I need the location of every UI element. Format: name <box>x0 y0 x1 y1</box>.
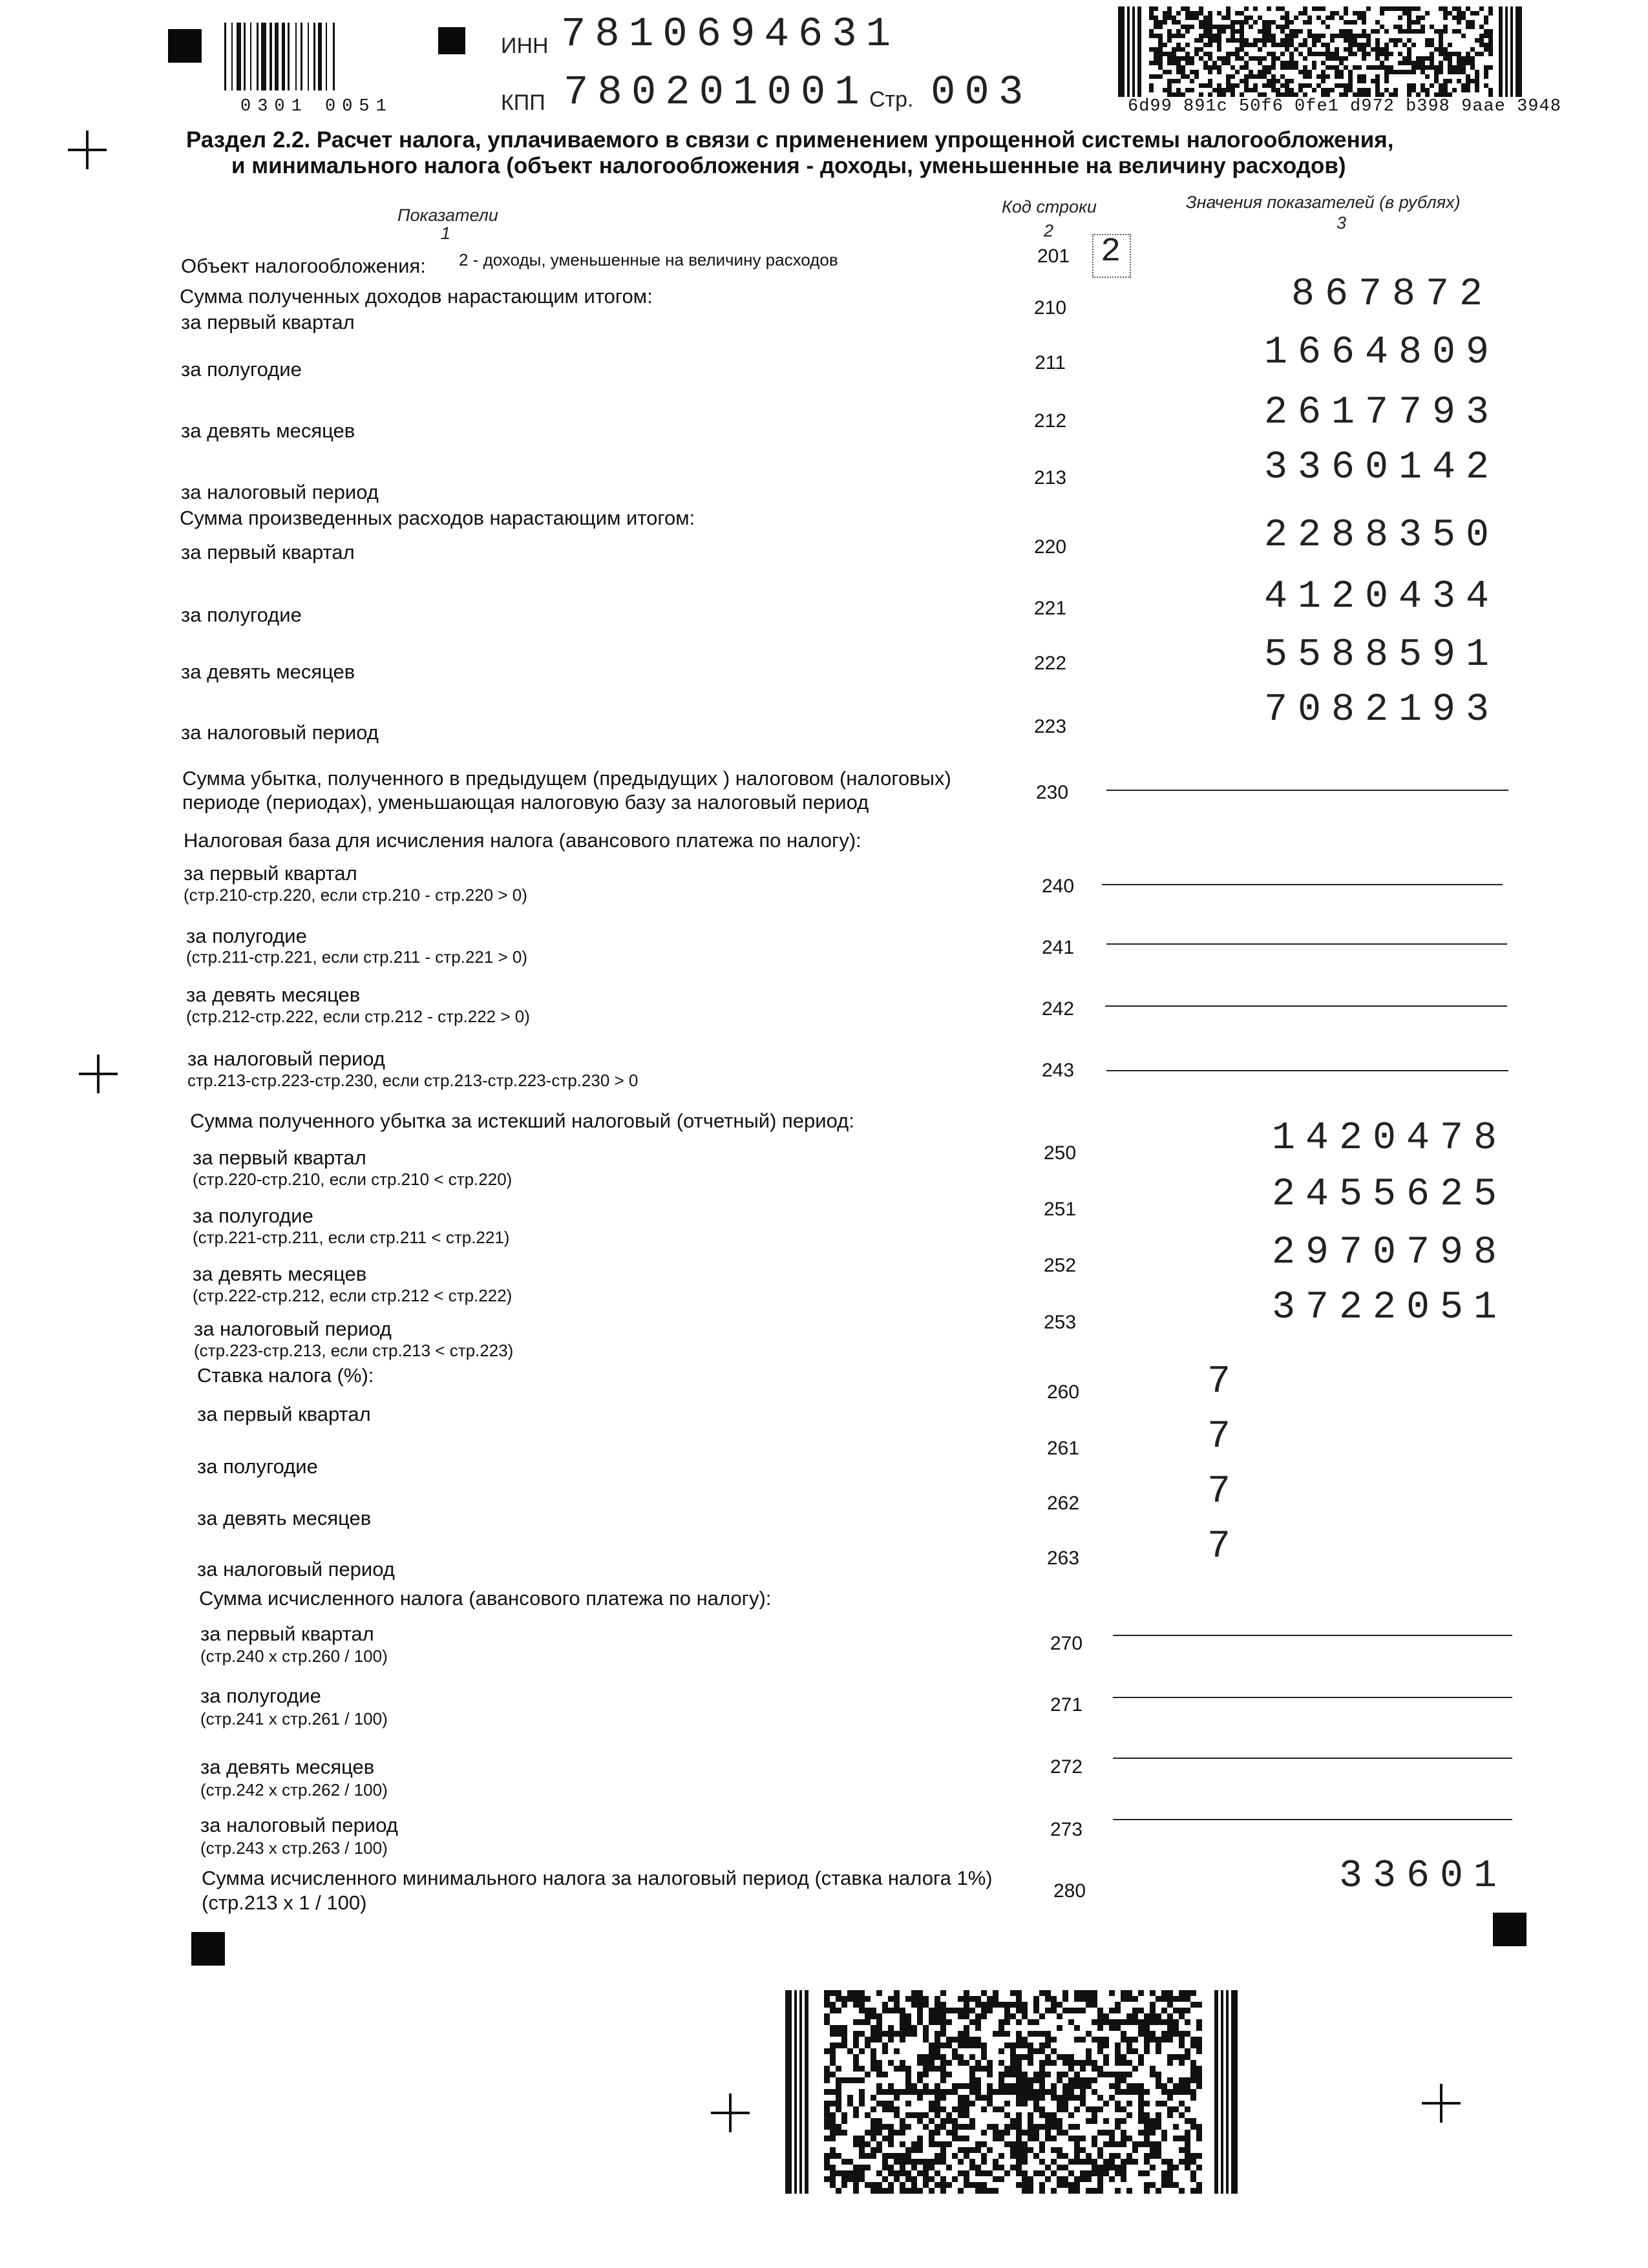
tax-base-label-243: за налоговый период <box>187 1047 385 1070</box>
loss-label-250: за первый квартал <box>193 1146 366 1169</box>
income-label-213: за налоговый период <box>181 481 379 503</box>
tax-base-note-241: (стр.211-стр.221, если стр.211 - стр.221 > 0) <box>186 947 528 967</box>
row-code-273: 273 <box>1050 1819 1083 1840</box>
tax-calc-note-272: (стр.242 х стр.262 / 100) <box>200 1780 388 1800</box>
inn-label: ИНН <box>501 34 549 58</box>
value-220: 2288350 <box>1263 514 1499 558</box>
value-280: 33601 <box>1338 1854 1507 1898</box>
value-211: 1664809 <box>1263 331 1499 375</box>
empty-value-273 <box>1113 1819 1512 1820</box>
tax-calc-label-272: за девять месяцев <box>200 1756 375 1778</box>
row-code-242: 242 <box>1041 998 1075 1020</box>
tax-calc-note-273: (стр.243 х стр.263 / 100) <box>200 1838 388 1858</box>
barcode-number: 0301 0051 <box>240 97 393 116</box>
tax-calc-label-270: за первый квартал <box>200 1622 374 1645</box>
loss-label-251: за полугодие <box>193 1204 313 1227</box>
value-251: 2455625 <box>1271 1173 1507 1217</box>
row-code-210: 210 <box>1033 297 1067 319</box>
row-code-212: 212 <box>1033 410 1067 432</box>
income-label-212: за девять месяцев <box>181 419 355 442</box>
row-code-271: 271 <box>1050 1694 1083 1716</box>
row-code-230: 230 <box>1035 782 1069 803</box>
value-223: 7082193 <box>1263 688 1499 732</box>
row-code-253: 253 <box>1043 1312 1077 1333</box>
empty-value-270 <box>1113 1635 1512 1636</box>
value-213: 3360142 <box>1263 446 1499 490</box>
min-tax-line1: Сумма исчисленного минимального налога за налоговый период (ставка налога 1%) <box>202 1867 993 1889</box>
row-code-251: 251 <box>1043 1199 1077 1220</box>
row-code-211: 211 <box>1035 352 1066 373</box>
registration-cross-mid-left <box>79 1055 118 1093</box>
kpp-value: 780201001 <box>564 70 869 116</box>
corner-marker-bottom-right <box>1493 1913 1527 1946</box>
row-code-263: 263 <box>1046 1548 1080 1569</box>
value-253: 3722051 <box>1271 1286 1507 1330</box>
row-code-280: 280 <box>1053 1880 1086 1902</box>
tax-base-heading: Налоговая база для исчисления налога (авансового платежа по налогу): <box>184 829 861 852</box>
expenses-label-221: за полугодие <box>181 604 302 626</box>
section-title-line2: и минимального налога (объект налогообложения - доходы, уменьшенные на величину расходов) <box>231 153 1346 178</box>
barcode-linear <box>223 23 397 92</box>
loss-note-252: (стр.222-стр.212, если стр.212 < стр.222) <box>193 1286 512 1305</box>
tax-base-label-240: за первый квартал <box>184 862 357 885</box>
empty-value-230 <box>1106 790 1508 791</box>
corner-marker-bottom-left <box>191 1932 225 1966</box>
registration-cross-bottom-center <box>711 2094 750 2132</box>
row-code-261: 261 <box>1046 1438 1080 1459</box>
expenses-label-223: за налоговый период <box>181 721 379 744</box>
row-code-220: 220 <box>1033 536 1067 558</box>
row-code-213: 213 <box>1033 467 1067 488</box>
barcode-2d-bottom <box>785 1990 1238 2194</box>
loss-label-252: за девять месяцев <box>193 1263 367 1285</box>
row-code-222: 222 <box>1033 653 1067 674</box>
inn-value: 7810694631 <box>561 12 900 58</box>
income-label-210: за первый квартал <box>181 311 355 333</box>
loss-note-250: (стр.220-стр.210, если стр.210 < стр.220) <box>193 1170 512 1189</box>
row-code-252: 252 <box>1043 1255 1077 1276</box>
rate-heading: Ставка налога (%): <box>197 1364 374 1387</box>
row-code-270: 270 <box>1050 1633 1083 1654</box>
corner-marker-top-mid <box>438 27 465 54</box>
loss-prev-line2: периоде (периодах), уменьшающая налоговую базу за налоговый период <box>182 791 869 814</box>
income-label-211: за полугодие <box>181 358 302 381</box>
rate-value-261: 7 <box>1207 1415 1231 1459</box>
rate-label-260: за первый квартал <box>197 1403 371 1425</box>
value-221: 4120434 <box>1263 575 1499 619</box>
registration-cross-bottom-right <box>1422 2084 1461 2123</box>
rate-value-263: 7 <box>1207 1525 1231 1569</box>
section-title-line1: Раздел 2.2. Расчет налога, уплачиваемого в связи с применением упрощенной системы налогообложения, <box>186 127 1394 152</box>
corner-marker-top-left <box>168 29 202 63</box>
kpp-label: КПП <box>501 90 545 115</box>
tax-base-label-241: за полугодие <box>186 925 307 947</box>
rate-label-261: за полугодие <box>197 1455 318 1478</box>
value-212: 2617793 <box>1263 391 1499 435</box>
empty-value-243 <box>1106 1070 1508 1071</box>
page-number: 003 <box>931 70 1033 116</box>
object-label: Объект налогообложения: <box>181 255 426 277</box>
registration-cross-top-left <box>68 131 107 169</box>
rate-value-260: 7 <box>1207 1360 1231 1404</box>
row-code-240: 240 <box>1041 876 1075 897</box>
expenses-label-220: за первый квартал <box>181 541 355 563</box>
tax-calc-note-271: (стр.241 х стр.261 / 100) <box>200 1709 388 1728</box>
row-code-221: 221 <box>1033 598 1067 619</box>
expenses-heading: Сумма произведенных расходов нарастающим итогом: <box>180 507 695 529</box>
column-code-num: 2 <box>1044 221 1054 240</box>
tax-calc-heading: Сумма исчисленного налога (авансового платежа по налогу): <box>199 1587 772 1610</box>
column-values: Значения показателей (в рублях) <box>1186 193 1461 212</box>
row-code-241: 241 <box>1041 937 1075 958</box>
rate-label-263: за налоговый период <box>197 1558 395 1580</box>
empty-value-271 <box>1113 1697 1512 1698</box>
tax-base-note-242: (стр.212-стр.222, если стр.212 - стр.222 > 0) <box>186 1007 530 1026</box>
row-code-201: 201 <box>1037 246 1070 267</box>
barcode-2d-top <box>1118 6 1522 97</box>
rate-label-262: за девять месяцев <box>197 1507 372 1529</box>
tax-calc-label-271: за полугодие <box>200 1685 321 1707</box>
row-code-262: 262 <box>1046 1493 1080 1514</box>
document-hash: 6d99 891c 50f6 0fe1 d972 b398 9aae 3948 <box>1128 97 1561 116</box>
value-252: 2970798 <box>1271 1231 1507 1275</box>
tax-base-note-243: стр.213-стр.223-стр.230, если стр.213-стр.223-стр.230 > 0 <box>187 1071 639 1090</box>
object-description: 2 - доходы, уменьшенные на величину расходов <box>459 250 838 269</box>
loss-label-253: за налоговый период <box>194 1318 392 1340</box>
tax-calc-note-270: (стр.240 х стр.260 / 100) <box>200 1646 388 1666</box>
value-222: 5588591 <box>1263 633 1499 677</box>
empty-value-242 <box>1105 1005 1507 1007</box>
income-heading: Сумма полученных доходов нарастающим итогом: <box>180 285 653 308</box>
min-tax-line2: (стр.213 х 1 / 100) <box>202 1891 367 1914</box>
tax-calc-label-273: за налоговый период <box>200 1814 398 1836</box>
column-code: Код строки <box>1002 197 1097 216</box>
row-code-223: 223 <box>1033 716 1067 737</box>
page-label: Стр. <box>869 87 914 112</box>
empty-value-272 <box>1113 1758 1512 1759</box>
empty-value-240 <box>1102 884 1503 885</box>
loss-prev-line1: Сумма убытка, полученного в предыдущем (предыдущих ) налоговом (налоговых) <box>182 767 951 790</box>
object-value: 2 <box>1101 233 1121 271</box>
loss-note-251: (стр.221-стр.211, если стр.211 < стр.221) <box>193 1228 510 1247</box>
column-indicators-num: 1 <box>441 224 451 243</box>
value-210: 867872 <box>1291 273 1493 317</box>
rate-value-262: 7 <box>1207 1470 1231 1514</box>
tax-base-note-240: (стр.210-стр.220, если стр.210 - стр.220 > 0) <box>184 885 527 905</box>
expenses-label-222: за девять месяцев <box>181 660 355 683</box>
value-250: 1420478 <box>1271 1117 1507 1160</box>
row-code-250: 250 <box>1043 1142 1077 1164</box>
tax-base-label-242: за девять месяцев <box>186 983 361 1006</box>
loss-current-heading: Сумма полученного убытка за истекший налоговый (отчетный) период: <box>190 1109 854 1132</box>
row-code-260: 260 <box>1046 1381 1080 1403</box>
row-code-243: 243 <box>1041 1060 1075 1081</box>
column-indicators: Показатели <box>397 205 498 225</box>
loss-note-253: (стр.223-стр.213, если стр.213 < стр.223) <box>194 1341 514 1360</box>
row-code-272: 272 <box>1050 1756 1083 1778</box>
empty-value-241 <box>1106 943 1507 945</box>
column-values-num: 3 <box>1336 213 1347 233</box>
